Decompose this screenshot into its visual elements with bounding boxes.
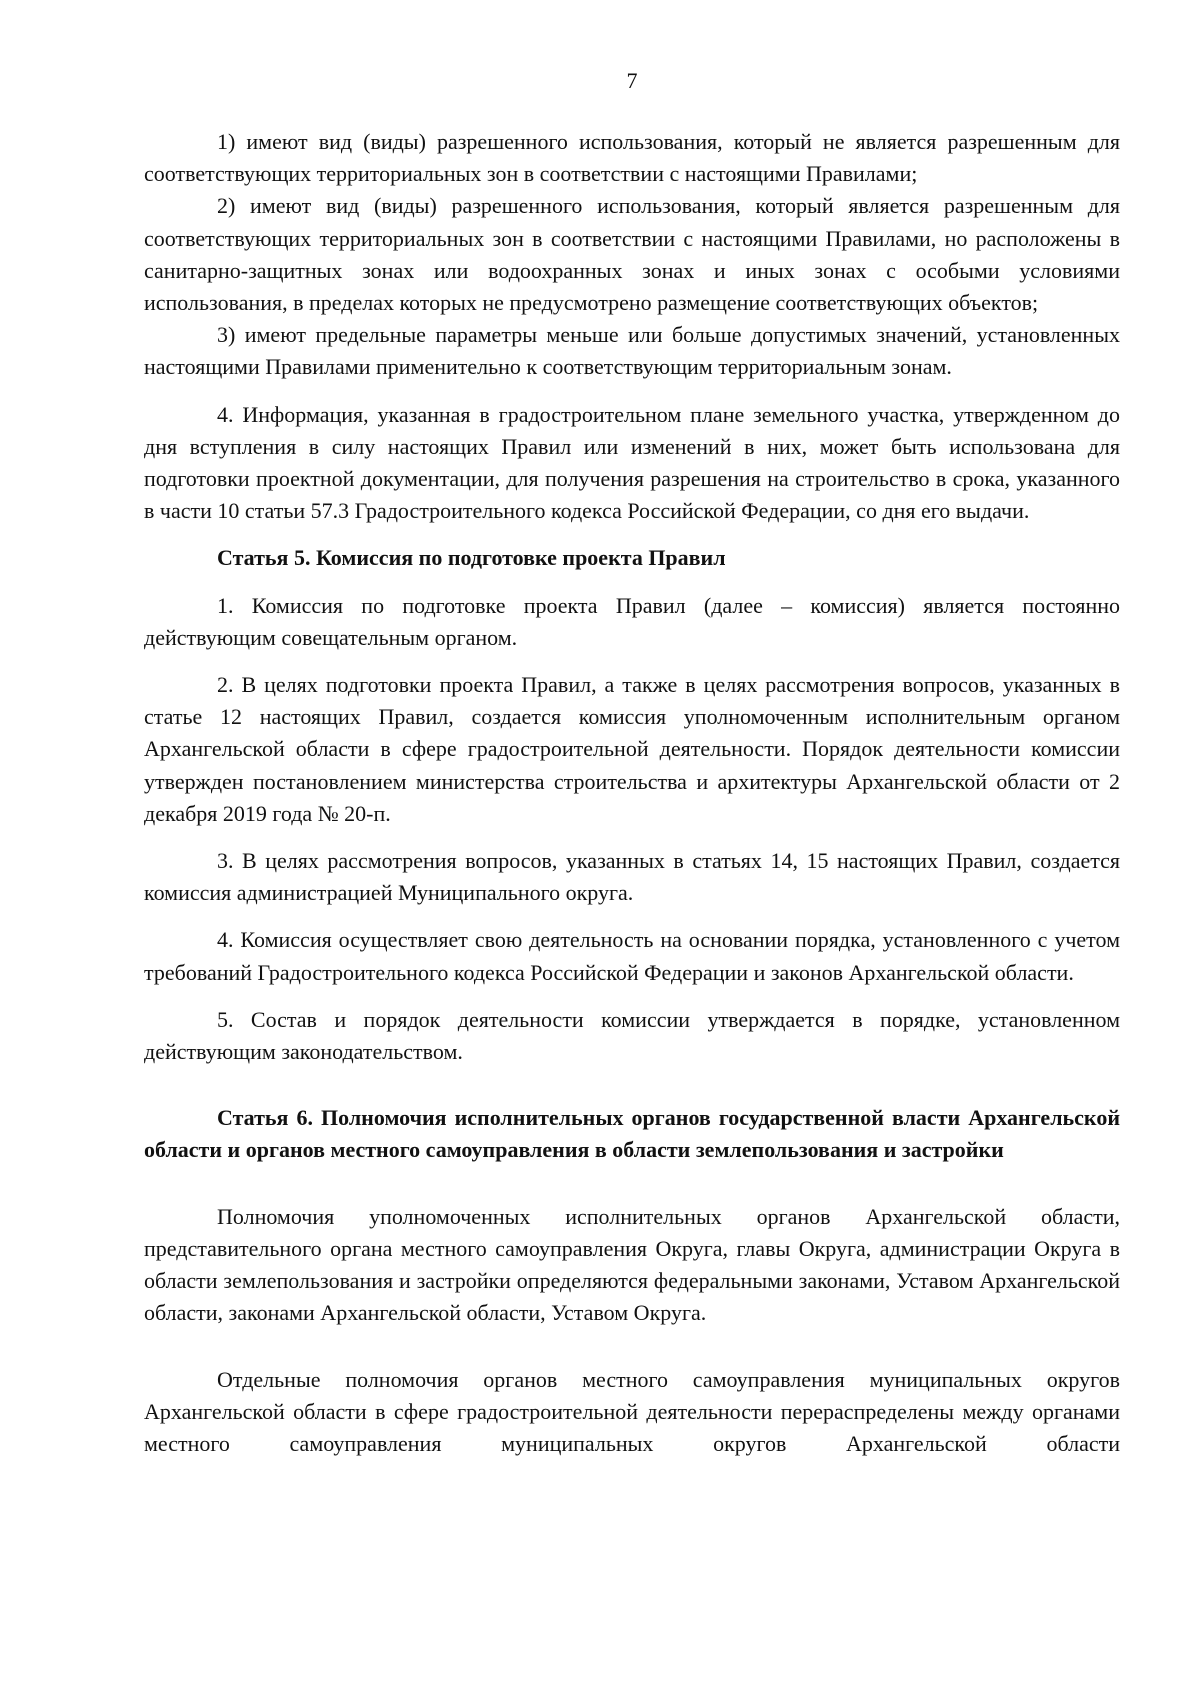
paragraph-item-4: 4. Информация, указанная в градостроительном плане земельного участка, утвержденном до дня вступления в силу настоящих Правил или изменений в них, может быть использована для подготовки проектной документации, для получения разрешения на строительство в срока, указанного в части 10 статьи 57.3 Градостроительного кодекса Российской Федерации, со дня его выдачи.	[144, 401, 1120, 524]
article-5-item-1: 1. Комиссия по подготовке проекта Правил (далее – комиссия) является постоянно действующим совещательным органом.	[144, 592, 1120, 650]
page-number: 7	[626, 68, 638, 93]
article-6-item-2: Отдельные полномочия органов местного самоуправления муниципальных округов Архангельской области в сфере градостроительной деятельности перераспределены между органами местного самоуправления муниципальных округов Архангельской области	[144, 1366, 1120, 1456]
article-5-item-4: 4. Комиссия осуществляет свою деятельность на основании порядка, установленного с учетом требований Градостроительного кодекса Российской Федерации и законов Архангельской области.	[144, 927, 1120, 985]
article-5-item-5: 5. Состав и порядок деятельности комиссии утверждается в порядке, установленном действующим законодательством.	[144, 1006, 1120, 1065]
paragraph-item-2: 2) имеют вид (виды) разрешенного использования, который является разрешенным для соответствующих территориальных зон в соответствии с настоящими Правилами, но расположены в санитарно-защитных зонах или водоохранных зонах и иных зонах с особыми условиями использования, в пределах которых не предусмотрено размещение соответствующих объектов;	[144, 193, 1120, 316]
article-6-item-1: Полномочия уполномоченных исполнительных органов Архангельской области, представительного органа местного самоуправления Округа, главы Округа, администрации Округа в области землепользования и застройки определяются федеральными законами, Уставом Архангельской области, законами Архангельской области, Уставом Округа.	[144, 1203, 1120, 1326]
article-6-heading: Статья 6. Полномочия исполнительных органов государственной власти Архангельской области и органов местного самоуправления в области землепользования и застройки	[144, 1105, 1120, 1163]
paragraph-item-3: 3) имеют предельные параметры меньше или больше допустимых значений, установленных настоящими Правилами применительно к соответствующим территориальным зонам.	[144, 322, 1120, 380]
article-5-item-2: 2. В целях подготовки проекта Правил, а также в целях рассмотрения вопросов, указанных в статье 12 настоящих Правил, создается комиссия уполномоченным исполнительным органом Архангельской области в сфере градостроительной деятельности. Порядок деятельности комиссии утвержден постановлением министерства строительства и архитектуры Архангельской области от 2 декабря 2019 года № 20-п.	[144, 672, 1120, 826]
article-5-item-3: 3. В целях рассмотрения вопросов, указанных в статьях 14, 15 настоящих Правил, создается комиссия администрацией Муниципального округа.	[144, 848, 1120, 906]
article-5-heading: Статья 5. Комиссия по подготовке проекта Правил	[217, 545, 726, 571]
paragraph-item-1: 1) имеют вид (виды) разрешенного использования, который не является разрешенным для соответствующих территориальных зон в соответствии с настоящими Правилами;	[144, 129, 1120, 187]
